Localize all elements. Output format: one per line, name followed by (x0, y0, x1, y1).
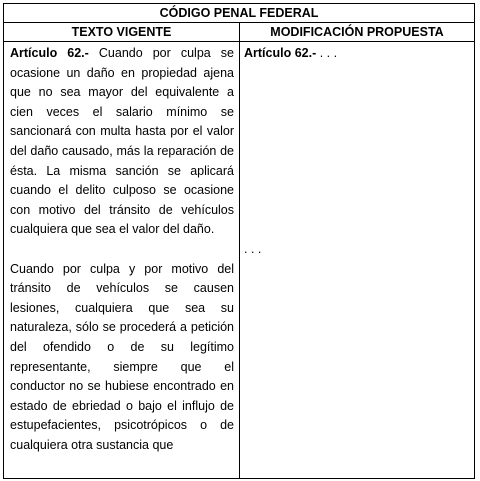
table-header-row (4, 23, 474, 42)
column-header-current: TEXTO VIGENTE (4, 23, 240, 41)
table-title: CÓDIGO PENAL FEDERAL (4, 4, 474, 23)
proposed-paragraph-1 (244, 44, 470, 64)
table-body-row (4, 42, 474, 478)
proposed-ellipsis-2: . . . (244, 241, 262, 256)
current-paragraph-2: Cuando por culpa y por motivo del tránsito de vehículos se causen lesiones, cualquiera que sea su naturaleza, sólo se procederá a petición del ofendido o de su legítimo representante, siempre que el conductor no se hubiese encontrado en estado de ebriedad o bajo el influjo de estupefacientes, psicotrópicos o de cualquiera otra sustancia que (10, 261, 234, 452)
comparison-table (3, 3, 475, 479)
proposed-text-cell (240, 42, 474, 478)
current-article-label: Artículo 62.- (10, 46, 89, 60)
column-header-proposed: MODIFICACIÓN PROPUESTA (270, 25, 444, 39)
current-paragraph-1 (10, 44, 234, 240)
current-paragraph-1-text: Cuando por culpa se ocasione un daño en propiedad ajena que no sea mayor del equivalente a cien veces el salario mínimo se sancionará con multa hasta por el valor del daño causado, más la reparación de ésta. La misma sanción se aplicará cuando el delito culposo se ocasione con motivo del tránsito de vehículos cualquiera que sea el valor del daño. (10, 46, 234, 237)
proposed-ellipsis-1: . . . (316, 46, 338, 60)
proposed-article-label: Artículo 62.- (244, 46, 317, 60)
current-text-cell (4, 42, 240, 478)
